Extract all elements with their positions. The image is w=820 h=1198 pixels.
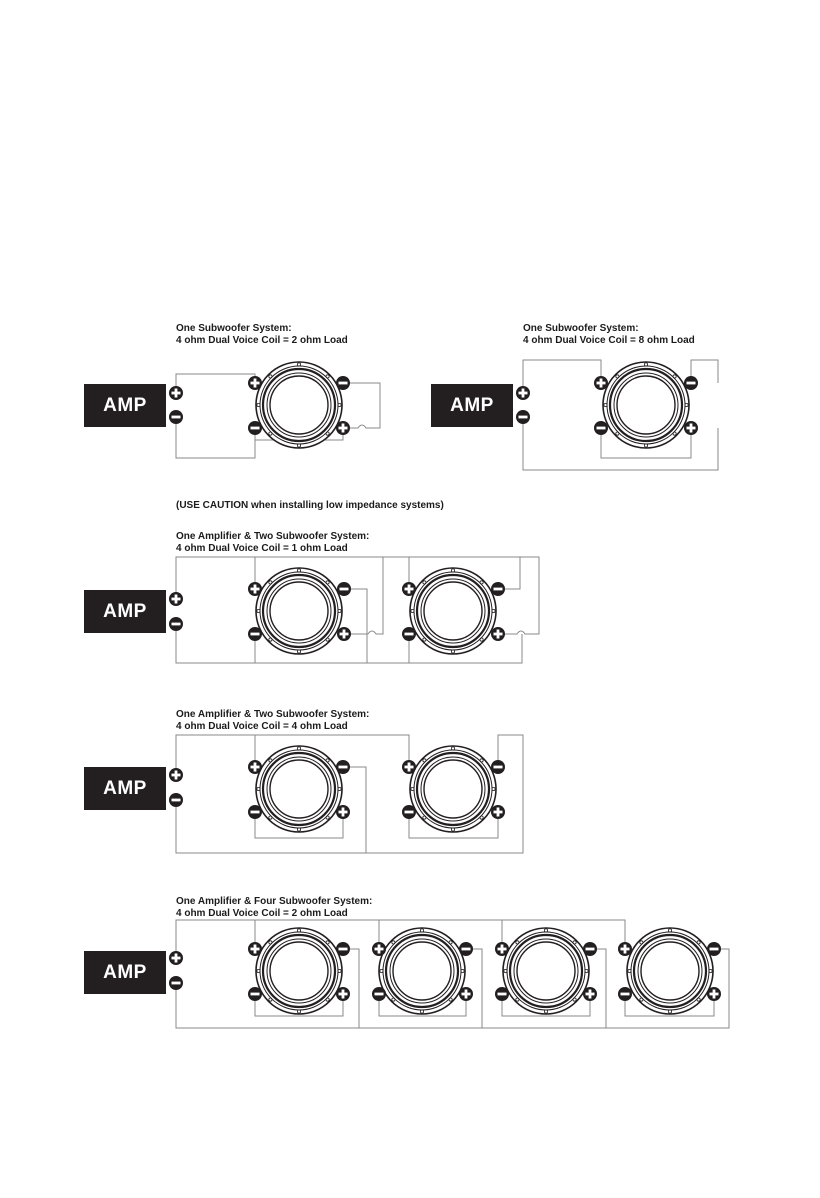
coil-plus-terminal-icon [618, 942, 632, 956]
speaker-2 [594, 362, 698, 448]
coil-plus-terminal-icon [372, 942, 386, 956]
speaker-3 [248, 568, 351, 654]
coil-minus-terminal-icon [402, 805, 416, 819]
coil-plus-terminal-icon [336, 421, 350, 435]
coil-plus-terminal-icon [707, 987, 721, 1001]
coil-minus-terminal-icon [491, 760, 505, 774]
coil-plus-terminal-icon [248, 582, 262, 596]
coil-plus-terminal-icon [336, 987, 350, 1001]
diagram-1-subtitle: 4 ohm Dual Voice Coil = 2 ohm Load [176, 335, 348, 346]
speaker-1 [248, 362, 350, 448]
amp-4-minus-terminal-icon [169, 793, 183, 807]
amp-terminals [169, 386, 530, 990]
coil-minus-terminal-icon [495, 987, 509, 1001]
speaker-9 [495, 928, 597, 1014]
speaker-10 [618, 928, 721, 1014]
coil-minus-terminal-icon [336, 760, 350, 774]
coil-minus-terminal-icon [618, 987, 632, 1001]
subwoofer-icon [410, 568, 496, 654]
diagram-3-subtitle: 4 ohm Dual Voice Coil = 1 ohm Load [176, 543, 348, 554]
amp-box-4: AMP [84, 767, 166, 810]
diagram-1-title: One Subwoofer System: [176, 323, 292, 334]
speaker-4 [402, 568, 505, 654]
coil-minus-terminal-icon [248, 987, 262, 1001]
subwoofer-icon [256, 928, 342, 1014]
diagram-2-title: One Subwoofer System: [523, 323, 639, 334]
coil-minus-terminal-icon [372, 987, 386, 1001]
subwoofer-icon [379, 928, 465, 1014]
diagram-5-title: One Amplifier & Four Subwoofer System: [176, 896, 373, 907]
amp-4-plus-terminal-icon [169, 768, 183, 782]
coil-plus-terminal-icon [491, 627, 505, 641]
subwoofer-icon [627, 928, 713, 1014]
speaker-8 [372, 928, 473, 1014]
coil-plus-terminal-icon [337, 627, 351, 641]
coil-plus-terminal-icon [495, 942, 509, 956]
coil-plus-terminal-icon [248, 376, 262, 390]
coil-minus-terminal-icon [248, 627, 262, 641]
coil-plus-terminal-icon [248, 942, 262, 956]
subwoofer-icon [603, 362, 689, 448]
amp-box-5: AMP [84, 951, 166, 994]
coil-minus-terminal-icon [459, 942, 473, 956]
subwoofer-icon [256, 362, 342, 448]
amp-2-plus-terminal-icon [516, 386, 530, 400]
coil-minus-terminal-icon [248, 805, 262, 819]
amp-box-3: AMP [84, 590, 166, 633]
amp-5-minus-terminal-icon [169, 976, 183, 990]
coil-plus-terminal-icon [402, 582, 416, 596]
coil-plus-terminal-icon [594, 376, 608, 390]
diagram-4-title: One Amplifier & Two Subwoofer System: [176, 709, 370, 720]
speaker-6 [402, 746, 505, 832]
diagram-4-subtitle: 4 ohm Dual Voice Coil = 4 ohm Load [176, 721, 348, 732]
amp-2-minus-terminal-icon [516, 410, 530, 424]
coil-minus-terminal-icon [594, 421, 608, 435]
amp-1-plus-terminal-icon [169, 386, 183, 400]
diagram-3-title: One Amplifier & Two Subwoofer System: [176, 531, 370, 542]
subwoofer-icon [256, 746, 342, 832]
coil-minus-terminal-icon [336, 376, 350, 390]
amp-3-minus-terminal-icon [169, 617, 183, 631]
subwoofer-icon [410, 746, 496, 832]
diagram-5-subtitle: 4 ohm Dual Voice Coil = 2 ohm Load [176, 908, 348, 919]
coil-plus-terminal-icon [336, 805, 350, 819]
coil-minus-terminal-icon [336, 942, 350, 956]
speaker-7 [248, 928, 350, 1014]
amp-box-2: AMP [431, 384, 513, 427]
coil-plus-terminal-icon [491, 805, 505, 819]
coil-minus-terminal-icon [337, 582, 351, 596]
coil-minus-terminal-icon [684, 376, 698, 390]
amp-1-minus-terminal-icon [169, 410, 183, 424]
coil-minus-terminal-icon [491, 582, 505, 596]
speaker-5 [248, 746, 350, 832]
subwoofer-icon [503, 928, 589, 1014]
subwoofer-icon [256, 568, 342, 654]
coil-plus-terminal-icon [248, 760, 262, 774]
coil-minus-terminal-icon [402, 627, 416, 641]
coil-minus-terminal-icon [707, 942, 721, 956]
coil-plus-terminal-icon [459, 987, 473, 1001]
caution-note: (USE CAUTION when installing low impedance systems) [176, 500, 444, 511]
coil-minus-terminal-icon [583, 942, 597, 956]
diagram-2-subtitle: 4 ohm Dual Voice Coil = 8 ohm Load [523, 335, 695, 346]
amp-3-plus-terminal-icon [169, 592, 183, 606]
coil-plus-terminal-icon [402, 760, 416, 774]
amp-5-plus-terminal-icon [169, 951, 183, 965]
coil-minus-terminal-icon [248, 421, 262, 435]
coil-plus-terminal-icon [583, 987, 597, 1001]
coil-plus-terminal-icon [684, 421, 698, 435]
amp-box-1: AMP [84, 384, 166, 427]
